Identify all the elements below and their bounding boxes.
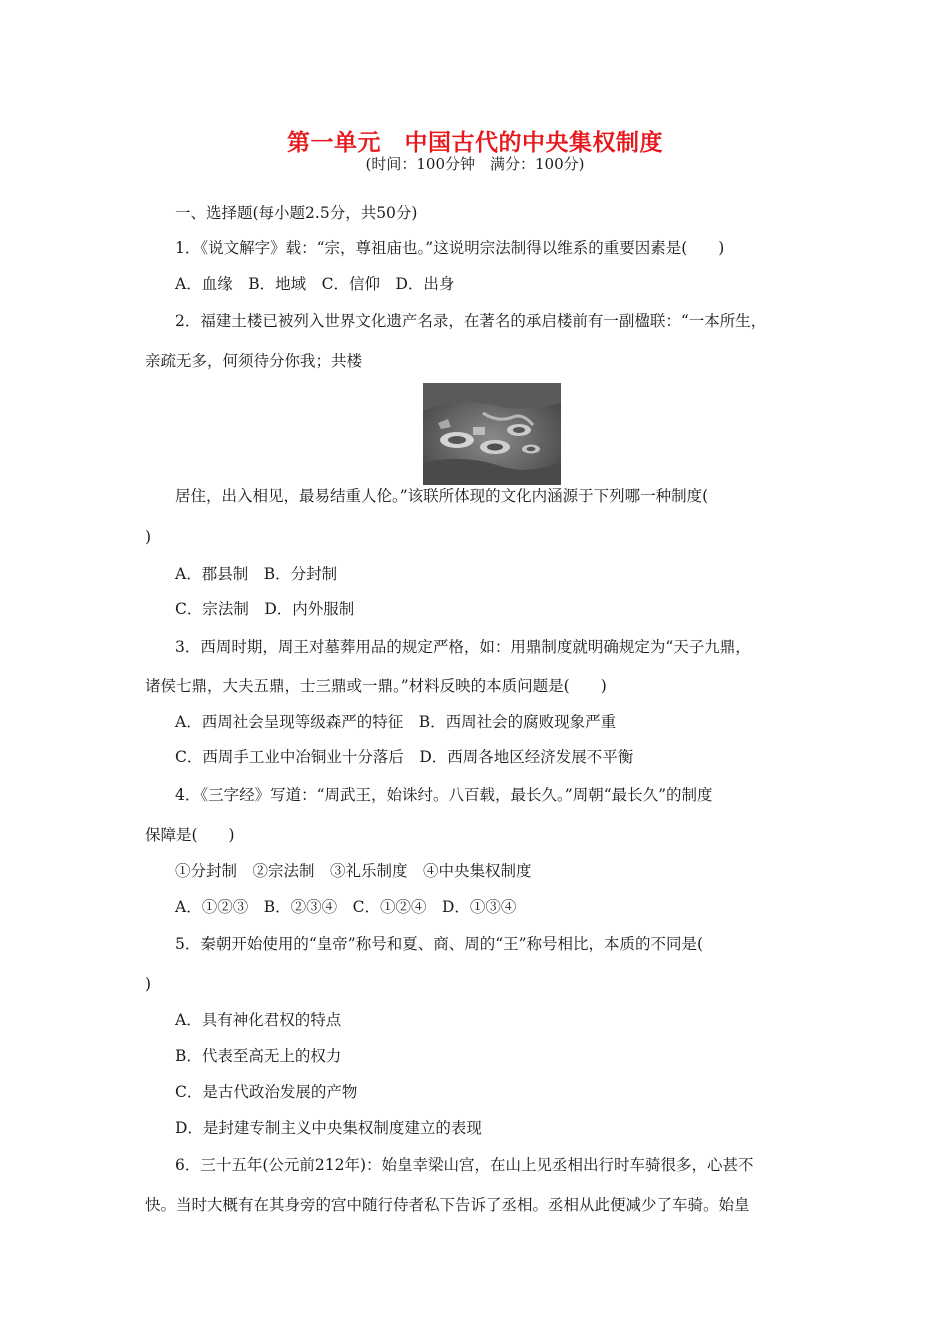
question-5-option-b: B．代表至高无上的权力	[175, 1047, 342, 1065]
question-6-stem: 6．三十五年(公元前212年)：始皇幸梁山宫，在山上见丞相出行时车骑很多，心甚不	[175, 1156, 754, 1174]
question-2-bracket: )	[145, 528, 152, 546]
question-4-stem-cont: 保障是( )	[145, 826, 235, 844]
question-3-stem-cont: 诸侯七鼎，大夫五鼎，士三鼎或一鼎。”材料反映的本质问题是( )	[145, 677, 607, 695]
question-2-options-cd: C．宗法制 D．内外服制	[175, 600, 355, 618]
question-5-bracket: )	[145, 975, 152, 993]
question-5-stem: 5．秦朝开始使用的“皇帝”称号和夏、商、周的“王”称号相比，本质的不同是(	[175, 935, 704, 953]
question-5-option-c: C．是古代政治发展的产物	[175, 1083, 358, 1101]
tulou-photo	[423, 383, 561, 485]
question-2-stem-cont: 居住，出入相见，最易结重人伦。”该联所体现的文化内涵源于下列哪一种制度(	[175, 487, 709, 505]
question-1-stem: 1．《说文解字》载：“宗，尊祖庙也。”这说明宗法制得以维系的重要因素是( )	[175, 239, 725, 257]
question-3-options-ab: A．西周社会呈现等级森严的特征 B．西周社会的腐败现象严重	[175, 713, 617, 731]
exam-time-score: (时间：100分钟 满分：100分)	[365, 155, 585, 173]
question-6-stem-cont: 快。当时大概有在其身旁的宫中随行侍者私下告诉了丞相。丞相从此便减少了车骑。始皇	[145, 1196, 750, 1214]
question-3-options-cd: C．西周手工业中冶铜业十分落后 D．西周各地区经济发展不平衡	[175, 748, 634, 766]
question-2-options-ab: A．郡县制 B．分封制	[175, 565, 338, 583]
page-title: 第一单元 中国古代的中央集权制度	[287, 130, 663, 156]
question-1-options: A．血缘 B．地域 C．信仰 D．出身	[175, 275, 455, 293]
question-2-stem-cont: 亲疏无多，何须待分你我；共楼	[145, 352, 363, 370]
question-4-items: ①分封制 ②宗法制 ③礼乐制度 ④中央集权制度	[175, 862, 532, 880]
question-3-stem: 3．西周时期，周王对墓葬用品的规定严格，如：用鼎制度就明确规定为“天子九鼎，	[175, 638, 751, 656]
question-2-stem: 2．福建土楼已被列入世界文化遗产名录，在著名的承启楼前有一副楹联：“一本所生，	[175, 312, 767, 330]
section-heading: 一、选择题(每小题2.5分，共50分)	[175, 204, 418, 222]
question-5-option-a: A．具有神化君权的特点	[175, 1011, 342, 1029]
question-4-stem: 4．《三字经》写道：“周武王，始诛纣。八百载，最长久。”周朝“最长久”的制度	[175, 786, 713, 804]
question-4-options: A．①②③ B．②③④ C．①②④ D．①③④	[175, 898, 517, 916]
question-5-option-d: D．是封建专制主义中央集权制度建立的表现	[175, 1119, 482, 1137]
